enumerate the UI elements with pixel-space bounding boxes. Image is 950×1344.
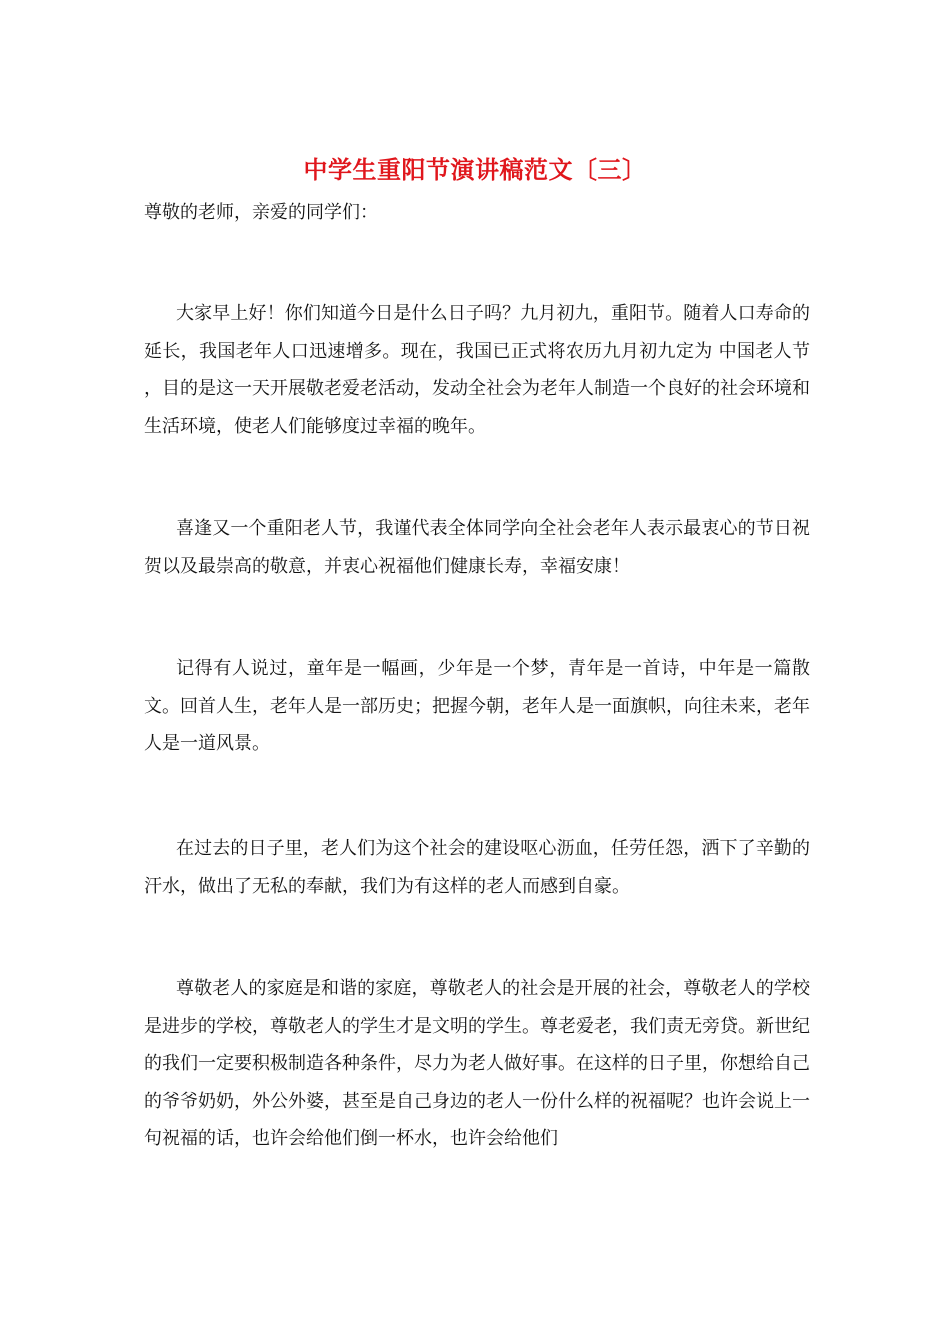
salutation: 尊敬的老师，亲爱的同学们：: [144, 202, 378, 223]
paragraph-4: 在过去的日子里，老人们为这个社会的建设呕心沥血，任劳任怨，洒下了辛勤的汗水，做出了无私的奉献，我们为有这样的老人而感到自豪。: [144, 838, 810, 897]
paragraph-1: 大家早上好！你们知道今日是什么日子吗？九月初九，重阳节。随着人口寿命的延长，我国老年人口迅速增多。现在，我国已正式将农历九月初九定为 中国老人节 ，目的是这一天开展敬老爱老活动，发动全社会为老年人制造一个良好的社会环境和生活环境，使老人们能够度过幸福的晚年。: [144, 303, 810, 437]
document-title: 中学生重阳节演讲稿范文〔三〕: [303, 155, 647, 184]
paragraph-2: 喜逢又一个重阳老人节，我谨代表全体同学向全社会老年人表示最衷心的节日祝贺以及最崇高的敬意，并衷心祝福他们健康长寿，幸福安康！: [144, 518, 810, 577]
paragraph-3: 记得有人说过，童年是一幅画，少年是一个梦，青年是一首诗，中年是一篇散文。回首人生，老年人是一部历史；把握今朝，老年人是一面旗帜，向往未来，老年人是一道风景。: [144, 658, 810, 754]
paragraph-5: 尊敬老人的家庭是和谐的家庭，尊敬老人的社会是开展的社会，尊敬老人的学校是进步的学校，尊敬老人的学生才是文明的学生。尊老爱老，我们责无旁贷。新世纪的我们一定要积极制造各种条件，尽力为老人做好事。在这样的日子里，你想给自己的爷爷奶奶，外公外婆，甚至是自己身边的老人一份什么样的祝福呢？也许会说上一句祝福的话，也许会给他们倒一杯水，也许会给他们: [144, 978, 810, 1149]
